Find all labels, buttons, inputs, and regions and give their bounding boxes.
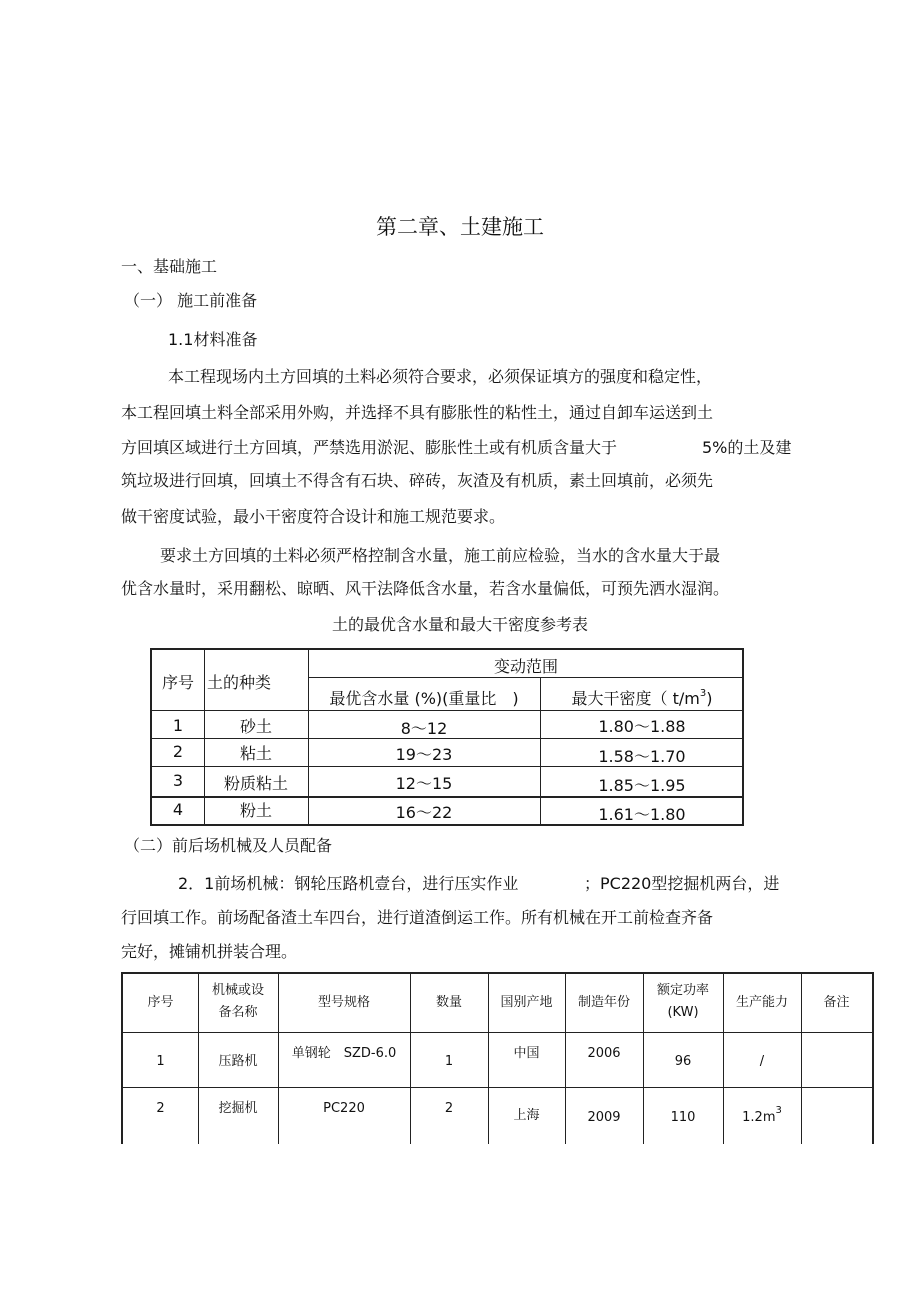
paragraph-line: 做干密度试验，最小干密度符合设计和施工规范要求。	[121, 507, 506, 526]
row-origin: 中国	[513, 1046, 540, 1061]
row-water: 16～22	[395, 803, 453, 822]
row-qty: 1	[444, 1054, 454, 1069]
row-origin: 上海	[513, 1108, 540, 1123]
row-density: 1.58～1.70	[598, 747, 686, 766]
paragraph-line: 行回填工作。前场配备渣土车四台，进行道渣倒运工作。所有机械在开工前检查齐备	[121, 908, 714, 927]
row-name: 挖掘机	[218, 1101, 258, 1116]
header-range: 变动范围	[493, 657, 558, 676]
soil-density-table	[150, 648, 744, 826]
row-year: 2009	[587, 1110, 621, 1125]
subsection-heading: （二）前后场机械及人员配备	[124, 836, 333, 855]
header-name: 机械或设 备名称	[211, 983, 264, 1020]
paragraph-line: 优含水量时，采用翻松、晾晒、风干法降低含水量，若含水量偏低，可预先洒水湿润。	[121, 579, 730, 598]
header-water: 最优含水量 (%)(重量比 )	[329, 689, 519, 708]
row-density: 1.85～1.95	[598, 776, 686, 795]
paragraph-line: 本工程现场内土方回填的土料必须符合要求，必须保证填方的强度和稳定性，	[168, 367, 713, 386]
paragraph-line: 要求土方回填的土料必须严格控制含水量，施工前应检验，当水的含水量大于最	[160, 546, 721, 565]
chapter-title: 第二章、土建施工	[376, 215, 544, 239]
paragraph-line: 5%的土及建	[702, 438, 792, 457]
paragraph-line: 2．1前场机械：钢轮压路机壹台，进行压实作业	[178, 874, 519, 893]
row-soil-type: 粉土	[239, 801, 272, 820]
row-qty: 2	[444, 1101, 454, 1116]
header-power: 额定功率 (KW)	[656, 983, 709, 1020]
row-year: 2006	[587, 1046, 621, 1061]
row-water: 12～15	[395, 774, 453, 793]
header-remark: 备注	[823, 995, 850, 1010]
header-qty: 数量	[435, 995, 462, 1010]
row-no: 2	[156, 1101, 165, 1116]
item-heading: 1.1材料准备	[168, 330, 258, 349]
header-capacity: 生产能力	[735, 995, 788, 1010]
header-origin: 国别产地	[500, 995, 553, 1010]
header-year: 制造年份	[577, 995, 630, 1010]
row-capacity: /	[759, 1054, 765, 1069]
row-no: 2	[172, 742, 184, 761]
subsection-heading: （一） 施工前准备	[124, 291, 258, 310]
row-no: 4	[172, 800, 184, 819]
row-capacity: $1.2m^3$	[742, 1105, 782, 1125]
paragraph-line: 完好，摊铺机拼装合理。	[121, 942, 298, 961]
paragraph-line: ；PC220型挖掘机两台，进	[584, 874, 780, 893]
row-no: 1	[156, 1054, 165, 1069]
section-heading: 一、基础施工	[121, 257, 218, 276]
header-no: 序号	[161, 673, 194, 692]
row-soil-type: 粘土	[239, 744, 272, 763]
table-caption: 土的最优含水量和最大干密度参考表	[331, 615, 588, 634]
row-model: PC220	[323, 1101, 365, 1116]
row-no: 1	[172, 716, 184, 735]
header-density: 最大干密度（ $t/m^3$)	[571, 688, 713, 708]
paragraph-line: 本工程回填土料全部采用外购，并选择不具有膨胀性的粘性土，通过自卸车运送到土	[121, 403, 714, 422]
machinery-table	[121, 972, 874, 1144]
row-water: 8～12	[400, 719, 448, 738]
row-power: 110	[670, 1110, 696, 1125]
row-power: 96	[674, 1054, 692, 1069]
row-model: 单钢轮 SZD-6.0	[291, 1046, 397, 1061]
row-soil-type: 粉质粘土	[223, 774, 288, 793]
row-no: 3	[172, 771, 184, 790]
header-model: 型号规格	[317, 995, 370, 1010]
row-density: 1.61～1.80	[598, 805, 686, 824]
row-name: 压路机	[218, 1054, 258, 1069]
row-density: 1.80～1.88	[598, 717, 686, 736]
paragraph-line: 方回填区域进行土方回填，严禁选用淤泥、膨胀性土或有机质含量大于	[121, 438, 618, 457]
row-soil-type: 砂土	[239, 717, 272, 736]
row-water: 19～23	[395, 745, 453, 764]
header-soil-type: 土的种类	[206, 673, 271, 692]
paragraph-line: 筑垃圾进行回填，回填土不得含有石块、碎砖，灰渣及有机质，素土回填前，必须先	[121, 471, 714, 490]
header-no: 序号	[147, 995, 174, 1010]
